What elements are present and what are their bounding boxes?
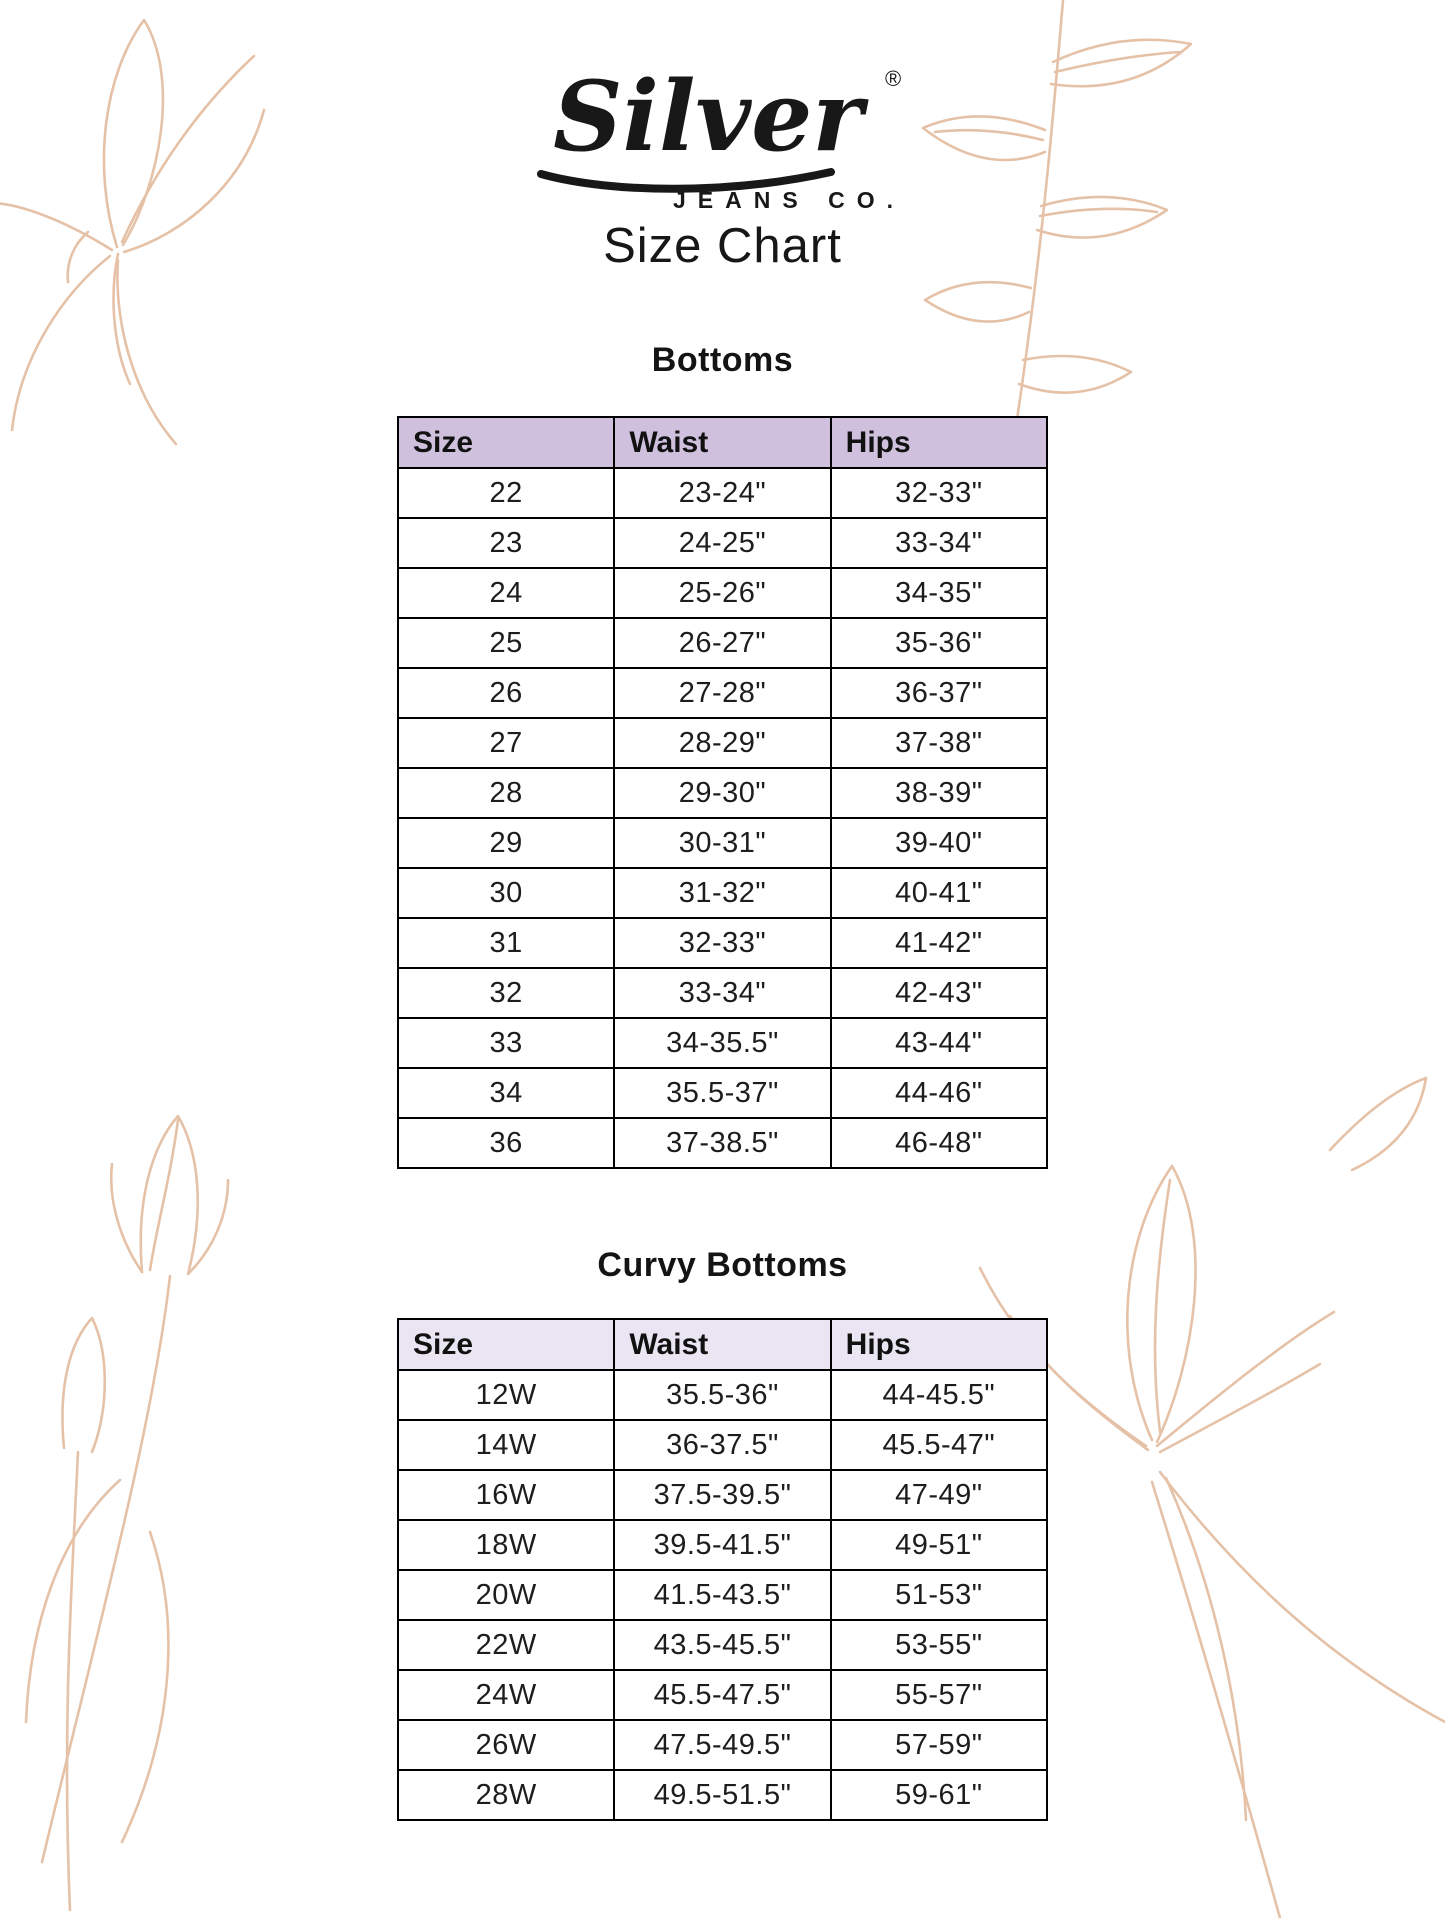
table-row — [398, 1670, 1047, 1720]
brand-logo — [513, 48, 933, 223]
table-cell: 35.5-37" — [614, 1068, 830, 1118]
table-cell: 24W — [398, 1670, 614, 1720]
column-header: Waist — [614, 417, 830, 468]
table-cell: 41-42" — [831, 918, 1047, 968]
table-row — [398, 868, 1047, 918]
table-cell: 24-25" — [614, 518, 830, 568]
table-cell: 26-27" — [614, 618, 830, 668]
section-title-bottoms: Bottoms — [651, 341, 794, 379]
table-row — [398, 468, 1047, 518]
table-cell: 14W — [398, 1420, 614, 1470]
table-cell: 49-51" — [831, 1520, 1047, 1570]
column-header: Size — [398, 1319, 614, 1370]
table-cell: 27 — [398, 718, 614, 768]
table-row — [398, 1720, 1047, 1770]
curvy-bottoms-size-table — [397, 1318, 1048, 1821]
table-row — [398, 1370, 1047, 1420]
table-row — [398, 1470, 1047, 1520]
table-row — [398, 518, 1047, 568]
table-row — [398, 818, 1047, 868]
table-cell: 45.5-47.5" — [614, 1670, 830, 1720]
floral-bottom-left-flowers — [0, 1080, 345, 1918]
column-header: Size — [398, 417, 614, 468]
table-cell: 39-40" — [831, 818, 1047, 868]
table-cell: 35-36" — [831, 618, 1047, 668]
table-cell: 31-32" — [614, 868, 830, 918]
table-cell: 22W — [398, 1620, 614, 1670]
table-cell: 22 — [398, 468, 614, 518]
table-cell: 36-37.5" — [614, 1420, 830, 1470]
table-cell: 26 — [398, 668, 614, 718]
table-cell: 33-34" — [831, 518, 1047, 568]
table-cell: 44-46" — [831, 1068, 1047, 1118]
table-row — [398, 968, 1047, 1018]
table-row — [398, 1018, 1047, 1068]
table-row — [398, 1770, 1047, 1820]
table-cell: 27-28" — [614, 668, 830, 718]
table-cell: 59-61" — [831, 1770, 1047, 1820]
table-cell: 26W — [398, 1720, 614, 1770]
table-cell: 42-43" — [831, 968, 1047, 1018]
table-row — [398, 1068, 1047, 1118]
table-cell: 47.5-49.5" — [614, 1720, 830, 1770]
table-row — [398, 1118, 1047, 1168]
table-cell: 49.5-51.5" — [614, 1770, 830, 1820]
table-cell: 33 — [398, 1018, 614, 1068]
table-cell: 37-38" — [831, 718, 1047, 768]
table-cell: 51-53" — [831, 1570, 1047, 1620]
table-cell: 32 — [398, 968, 614, 1018]
table-row — [398, 1620, 1047, 1670]
table-cell: 16W — [398, 1470, 614, 1520]
table-cell: 46-48" — [831, 1118, 1047, 1168]
table-cell: 34-35" — [831, 568, 1047, 618]
table-cell: 36-37" — [831, 668, 1047, 718]
table-cell: 38-39" — [831, 768, 1047, 818]
table-cell: 20W — [398, 1570, 614, 1620]
table-cell: 43.5-45.5" — [614, 1620, 830, 1670]
table-row — [398, 568, 1047, 618]
header-row — [398, 417, 1047, 468]
table-row — [398, 1570, 1047, 1620]
column-header: Hips — [831, 417, 1047, 468]
brand-logo-script: Silver — [552, 60, 863, 173]
table-cell: 33-34" — [614, 968, 830, 1018]
table-cell: 30 — [398, 868, 614, 918]
table-cell: 40-41" — [831, 868, 1047, 918]
section-title-curvy-bottoms: Curvy Bottoms — [597, 1246, 848, 1284]
table-cell: 34-35.5" — [614, 1018, 830, 1068]
table-cell: 25-26" — [614, 568, 830, 618]
table-row — [398, 918, 1047, 968]
table-cell: 32-33" — [614, 918, 830, 968]
table-cell: 25 — [398, 618, 614, 668]
page-title: Size Chart — [603, 219, 842, 273]
table-cell: 35.5-36" — [614, 1370, 830, 1420]
table-cell: 31 — [398, 918, 614, 968]
table-cell: 28-29" — [614, 718, 830, 768]
table-row — [398, 1420, 1047, 1470]
table-cell: 12W — [398, 1370, 614, 1420]
table-row — [398, 618, 1047, 668]
registered-trademark-icon: ® — [884, 66, 901, 91]
table-cell: 57-59" — [831, 1720, 1047, 1770]
table-cell: 44-45.5" — [831, 1370, 1047, 1420]
column-header: Hips — [831, 1319, 1047, 1370]
table-cell: 53-55" — [831, 1620, 1047, 1670]
table-cell: 32-33" — [831, 468, 1047, 518]
table-cell: 47-49" — [831, 1470, 1047, 1520]
table-cell: 41.5-43.5" — [614, 1570, 830, 1620]
table-cell: 43-44" — [831, 1018, 1047, 1068]
table-cell: 39.5-41.5" — [614, 1520, 830, 1570]
table-cell: 37-38.5" — [614, 1118, 830, 1168]
table-cell: 24 — [398, 568, 614, 618]
brand-logo-subtext: JEANS CO. — [672, 187, 905, 213]
table-cell: 28 — [398, 768, 614, 818]
table-row — [398, 768, 1047, 818]
column-header: Waist — [614, 1319, 830, 1370]
table-cell: 29-30" — [614, 768, 830, 818]
table-cell: 36 — [398, 1118, 614, 1168]
table-cell: 18W — [398, 1520, 614, 1570]
table-cell: 34 — [398, 1068, 614, 1118]
header-row — [398, 1319, 1047, 1370]
table-cell: 30-31" — [614, 818, 830, 868]
table-row — [398, 718, 1047, 768]
table-cell: 23 — [398, 518, 614, 568]
table-row — [398, 668, 1047, 718]
table-row — [398, 1520, 1047, 1570]
table-cell: 28W — [398, 1770, 614, 1820]
table-cell: 55-57" — [831, 1670, 1047, 1720]
table-cell: 45.5-47" — [831, 1420, 1047, 1470]
table-cell: 37.5-39.5" — [614, 1470, 830, 1520]
table-cell: 29 — [398, 818, 614, 868]
bottoms-size-table — [397, 416, 1048, 1169]
table-cell: 23-24" — [614, 468, 830, 518]
